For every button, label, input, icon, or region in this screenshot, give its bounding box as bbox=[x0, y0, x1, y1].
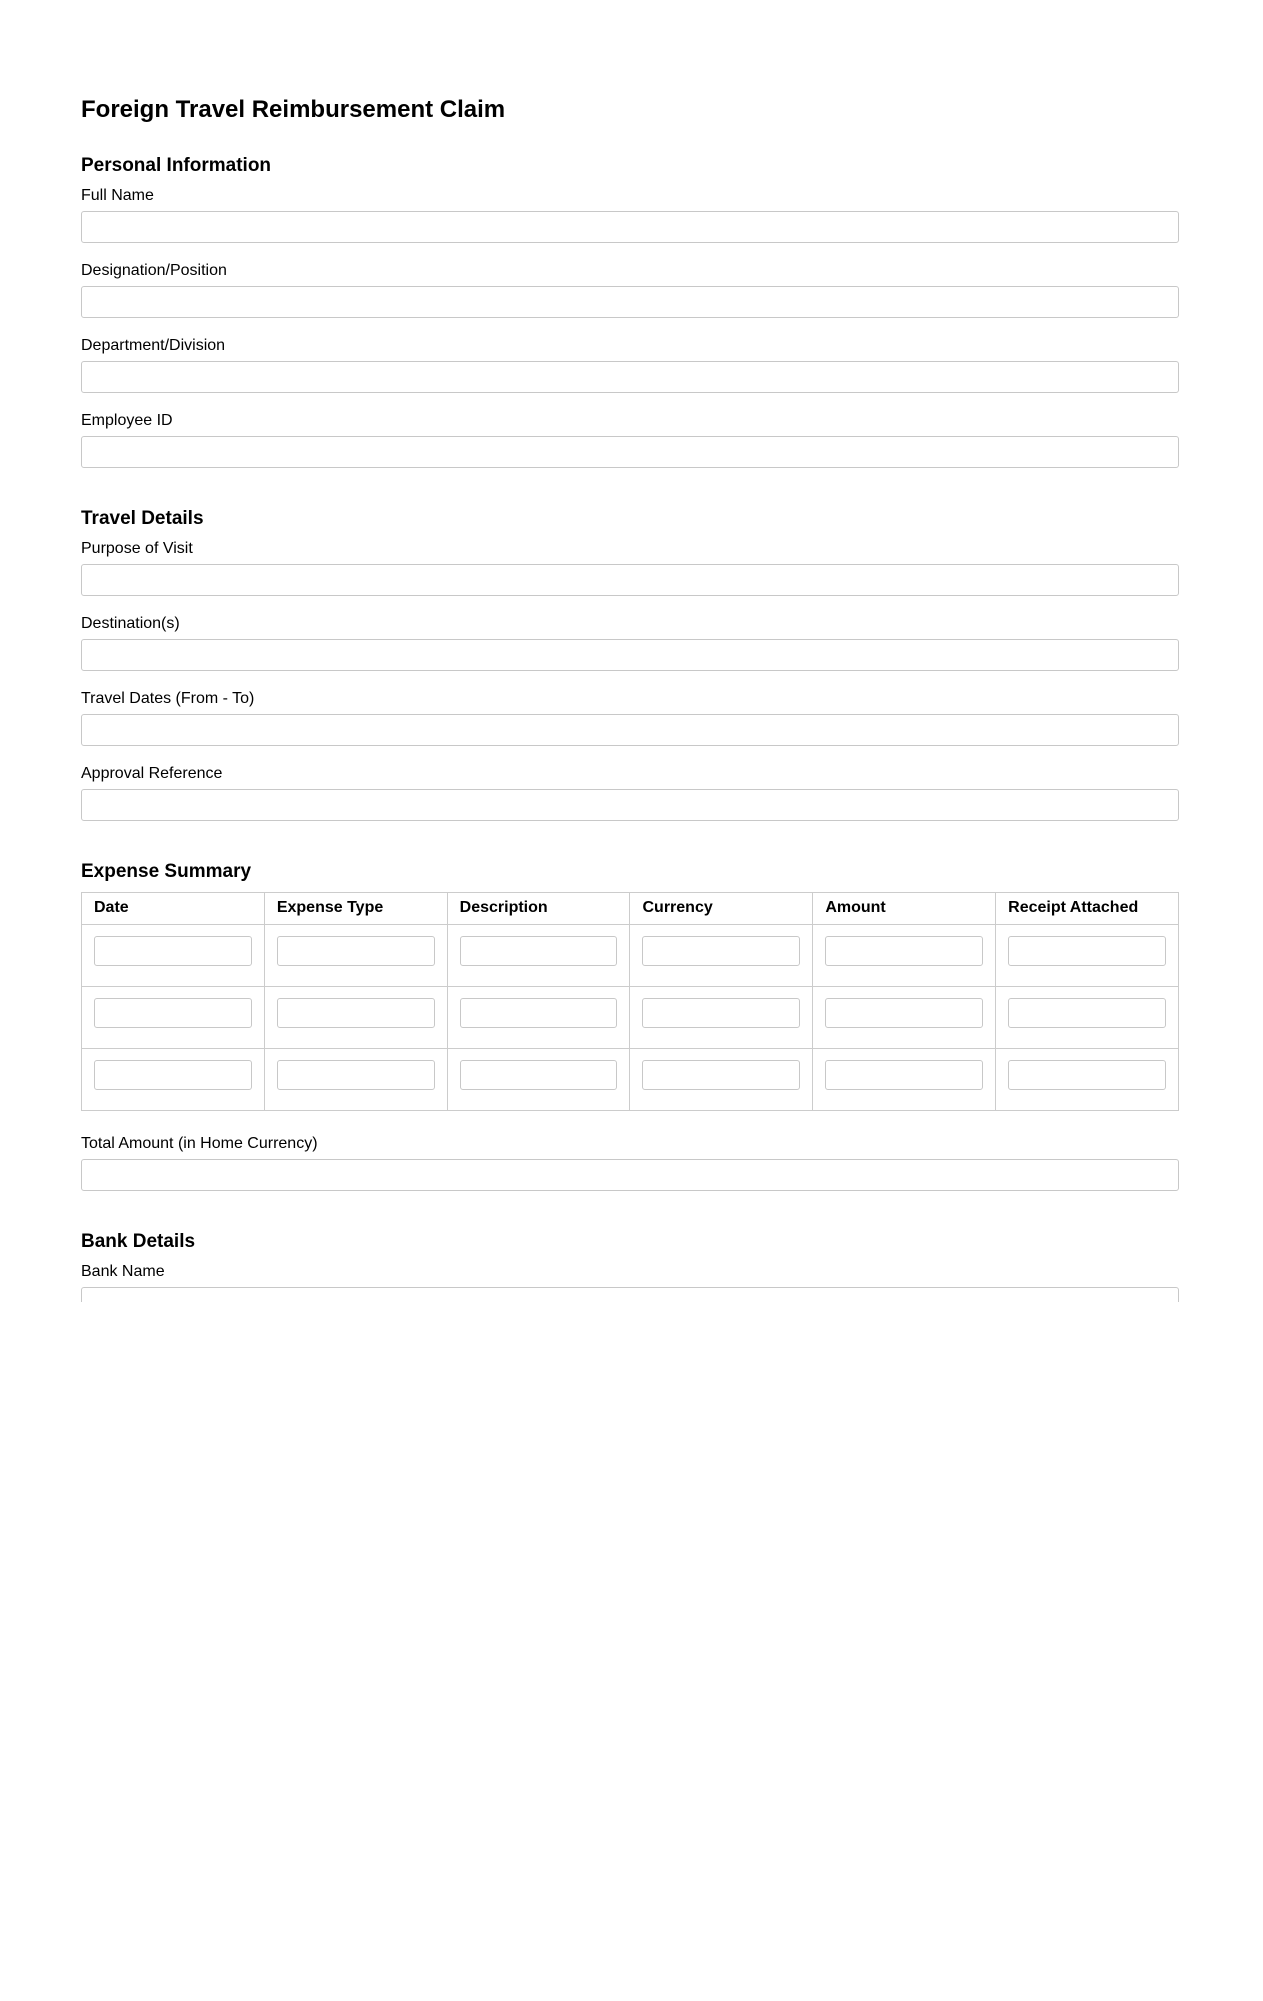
travel-dates-label: Travel Dates (From - To) bbox=[81, 690, 255, 707]
expense-row1-currency-input[interactable] bbox=[642, 936, 800, 966]
total-amount-input[interactable] bbox=[81, 1159, 1179, 1191]
section-heading-travel: Travel Details bbox=[81, 508, 204, 529]
employee-id-input[interactable] bbox=[81, 436, 1179, 468]
column-header-amount: Amount bbox=[813, 893, 996, 925]
column-header-date: Date bbox=[82, 893, 265, 925]
expense-row3-receipt-input[interactable] bbox=[1008, 1060, 1166, 1090]
field-designation bbox=[81, 261, 1179, 318]
expense-row3-date-input[interactable] bbox=[94, 1060, 252, 1090]
expense-row1-description-input[interactable] bbox=[460, 936, 618, 966]
expense-table-row bbox=[82, 987, 1179, 1049]
expense-table-row bbox=[82, 925, 1179, 987]
expense-row1-receipt-input[interactable] bbox=[1008, 936, 1166, 966]
expense-row2-description-input[interactable] bbox=[460, 998, 618, 1028]
expense-row2-amount-input[interactable] bbox=[825, 998, 983, 1028]
purpose-of-visit-label: Purpose of Visit bbox=[81, 540, 193, 557]
section-heading-expense: Expense Summary bbox=[81, 861, 252, 882]
expense-row1-expense-type-input[interactable] bbox=[277, 936, 435, 966]
destinations-input[interactable] bbox=[81, 639, 1179, 671]
column-header-expense-type: Expense Type bbox=[264, 893, 447, 925]
total-amount-label: Total Amount (in Home Currency) bbox=[81, 1135, 318, 1152]
department-label: Department/Division bbox=[81, 337, 226, 354]
field-employee-id bbox=[81, 411, 1179, 468]
field-department bbox=[81, 336, 1179, 393]
travel-dates-input[interactable] bbox=[81, 714, 1179, 746]
column-header-currency: Currency bbox=[630, 893, 813, 925]
purpose-of-visit-input[interactable] bbox=[81, 564, 1179, 596]
expense-row1-amount-input[interactable] bbox=[825, 936, 983, 966]
bank-name-input[interactable] bbox=[81, 1287, 1179, 1302]
expense-row3-currency-input[interactable] bbox=[642, 1060, 800, 1090]
approval-reference-label: Approval Reference bbox=[81, 765, 223, 782]
expense-row2-receipt-input[interactable] bbox=[1008, 998, 1166, 1028]
expense-row2-date-input[interactable] bbox=[94, 998, 252, 1028]
page-title: Foreign Travel Reimbursement Claim bbox=[81, 96, 506, 123]
employee-id-label: Employee ID bbox=[81, 412, 173, 429]
expense-row2-currency-input[interactable] bbox=[642, 998, 800, 1028]
bank-name-label: Bank Name bbox=[81, 1263, 165, 1280]
column-header-receipt-attached: Receipt Attached bbox=[996, 893, 1179, 925]
destinations-label: Destination(s) bbox=[81, 615, 180, 632]
department-input[interactable] bbox=[81, 361, 1179, 393]
approval-reference-input[interactable] bbox=[81, 789, 1179, 821]
expense-table-header-row bbox=[82, 893, 1179, 925]
expense-row3-expense-type-input[interactable] bbox=[277, 1060, 435, 1090]
field-total-amount bbox=[81, 1134, 1179, 1191]
field-destinations bbox=[81, 614, 1179, 671]
expense-table-row bbox=[82, 1049, 1179, 1111]
field-approval-reference bbox=[81, 764, 1179, 821]
field-bank-name bbox=[81, 1262, 1179, 1302]
expense-row2-expense-type-input[interactable] bbox=[277, 998, 435, 1028]
designation-input[interactable] bbox=[81, 286, 1179, 318]
field-full-name bbox=[81, 186, 1179, 243]
expense-row1-date-input[interactable] bbox=[94, 936, 252, 966]
full-name-label: Full Name bbox=[81, 187, 154, 204]
section-heading-bank: Bank Details bbox=[81, 1231, 196, 1252]
field-purpose-of-visit bbox=[81, 539, 1179, 596]
expense-row3-amount-input[interactable] bbox=[825, 1060, 983, 1090]
field-travel-dates bbox=[81, 689, 1179, 746]
expense-row3-description-input[interactable] bbox=[460, 1060, 618, 1090]
designation-label: Designation/Position bbox=[81, 262, 227, 279]
column-header-description: Description bbox=[447, 893, 630, 925]
full-name-input[interactable] bbox=[81, 211, 1179, 243]
section-heading-personal: Personal Information bbox=[81, 155, 272, 176]
expense-table bbox=[81, 892, 1179, 1111]
